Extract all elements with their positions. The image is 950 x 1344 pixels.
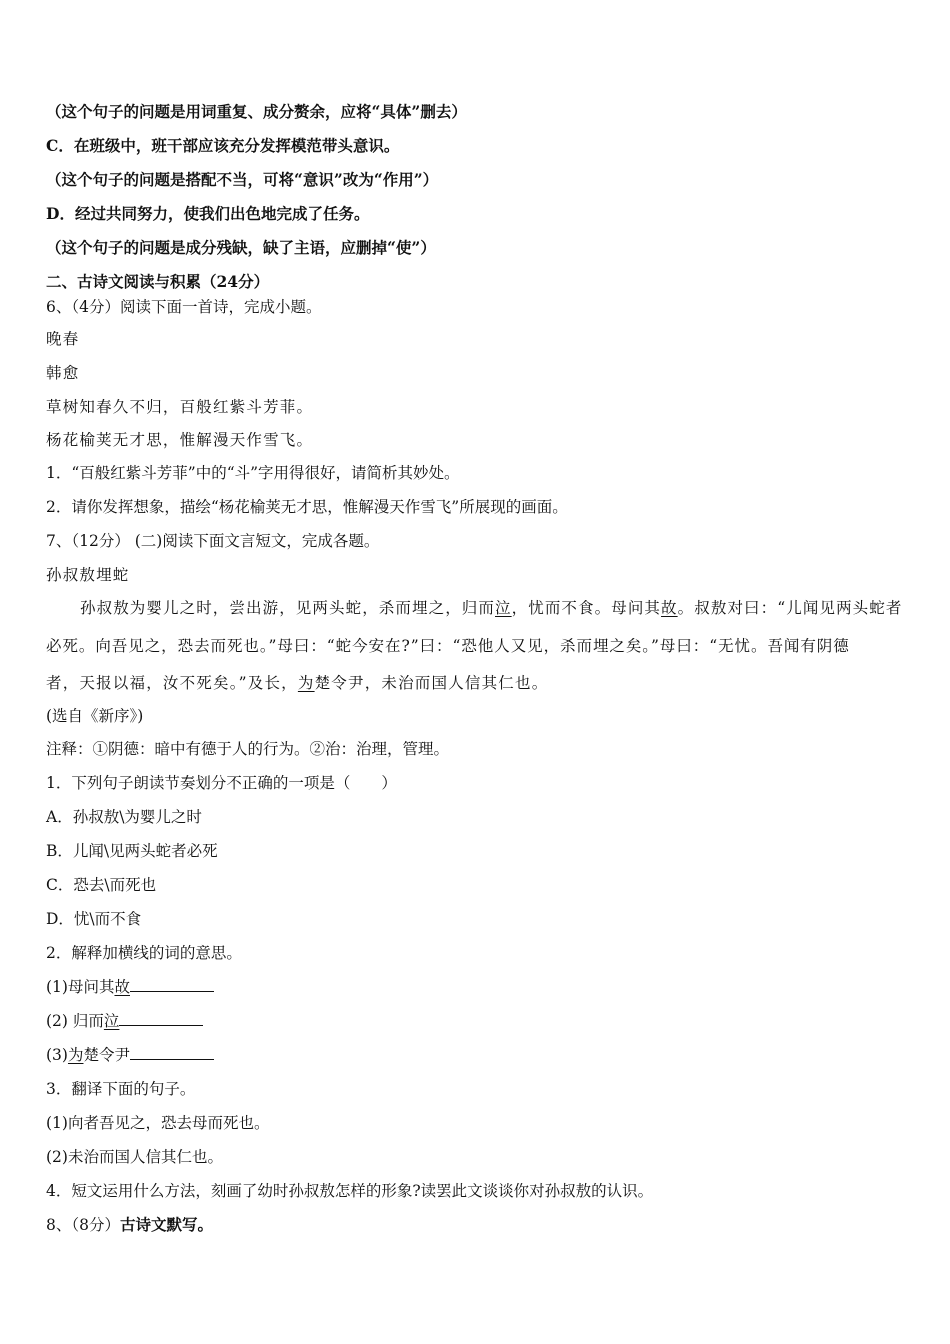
q8-title: 古诗文默写。 xyxy=(119,1215,213,1234)
poem-line-1: 草树知春久不归，百般红紫斗芳菲。 xyxy=(46,398,314,416)
passage-line-3 xyxy=(46,673,548,693)
translate-item-2: (2)未治而国人信其仁也。 xyxy=(46,1148,223,1166)
item-text: 楚令尹 xyxy=(83,1046,130,1064)
passage-text: 楚令尹，未治而国人信其仁也。 xyxy=(314,674,549,692)
q7-heading: 7、（12分） (二)阅读下面文言短文，完成各题。 xyxy=(46,532,380,550)
q7-sub-3: 3．翻译下面的句子。 xyxy=(46,1080,196,1098)
translate-item-1: (1)向者吾见之，恐去母而死也。 xyxy=(46,1114,270,1132)
passage-text: 者，天报以福，汝不死矣。”及长， xyxy=(46,674,298,692)
section-title: 二、古诗文阅读与积累（24分） xyxy=(46,272,270,291)
passage-title: 孙叔敖埋蛇 xyxy=(46,566,130,584)
underlined-word: 故 xyxy=(661,599,678,617)
q6-question-1: 1．“百般红紫斗芳菲”中的“斗”字用得很好，请简析其妙处。 xyxy=(46,464,460,482)
q7-option-b: B．儿闻\见两头蛇者必死 xyxy=(46,842,218,860)
option-d: D．经过共同努力，使我们出色地完成了任务。 xyxy=(46,204,370,223)
q7-sub-1: 1．下列句子朗读节奏划分不正确的一项是（ ） xyxy=(46,774,397,792)
item-text: (2) 归而 xyxy=(46,1012,104,1030)
passage-note: 注释：①阴德：暗中有德于人的行为。②治：治理，管理。 xyxy=(46,740,450,758)
item-text: (1)母问其 xyxy=(46,978,115,996)
underlined-word: 故 xyxy=(114,978,130,996)
q7-option-d: D．忧\而不食 xyxy=(46,910,142,928)
q6-question-2: 2．请你发挥想象，描绘“杨花榆荚无才思，惟解漫天作雪飞”所展现的画面。 xyxy=(46,498,568,516)
item-text: (3) xyxy=(46,1046,68,1064)
q7-option-a: A．孙叔敖\为婴儿之时 xyxy=(46,808,202,826)
q8-heading xyxy=(46,1215,213,1235)
passage-source: (选自《新序》) xyxy=(46,707,144,725)
explain-item-1 xyxy=(46,977,214,997)
option-c: C．在班级中，班干部应该充分发挥模范带头意识。 xyxy=(46,136,400,155)
q7-sub-2: 2．解释加横线的词的意思。 xyxy=(46,944,242,962)
underlined-word: 泣 xyxy=(103,1012,120,1030)
passage-line-1 xyxy=(80,598,902,618)
q6-heading: 6、（4分）阅读下面一首诗，完成小题。 xyxy=(46,298,322,316)
poem-author: 韩愈 xyxy=(46,364,80,382)
answer-blank[interactable] xyxy=(130,1045,214,1060)
underlined-word: 为 xyxy=(67,1046,84,1064)
answer-blank[interactable] xyxy=(130,977,214,992)
passage-text: ，忧而不食。母问其 xyxy=(511,599,662,617)
poem-line-2: 杨花榆荚无才思，惟解漫天作雪飞。 xyxy=(46,431,314,449)
passage-line-2: 必死。向吾见之，恐去而死也。”母曰：“蛇今安在?”曰：“恐他人又见，杀而埋之矣。”母曰：“无忧。吾闻有阴德 xyxy=(46,637,850,655)
passage-text: 孙叔敖为婴儿之时，尝出游，见两头蛇，杀而埋之，归而 xyxy=(80,599,496,617)
q7-option-c: C．恐去\而死也 xyxy=(46,876,157,894)
answer-note-d: （这个句子的问题是成分残缺，缺了主语，应删掉“使”） xyxy=(46,238,436,257)
answer-note-c: （这个句子的问题是搭配不当，可将“意识”改为“作用”） xyxy=(46,170,439,189)
underlined-word: 为 xyxy=(297,674,315,692)
passage-text: 。叔敖对曰：“儿闻见两头蛇者 xyxy=(677,599,903,617)
answer-blank[interactable] xyxy=(119,1011,203,1026)
explain-item-3 xyxy=(46,1045,214,1065)
q8-score: 8、（8分） xyxy=(46,1216,120,1234)
underlined-word: 泣 xyxy=(495,599,512,617)
explain-item-2 xyxy=(46,1011,203,1031)
q7-sub-4: 4．短文运用什么方法，刻画了幼时孙叔敖怎样的形象?读罢此文谈谈你对孙叔敖的认识。 xyxy=(46,1182,654,1200)
poem-title: 晚春 xyxy=(46,330,80,348)
answer-note-b: （这个句子的问题是用词重复、成分赘余，应将“具体”删去） xyxy=(46,102,467,121)
